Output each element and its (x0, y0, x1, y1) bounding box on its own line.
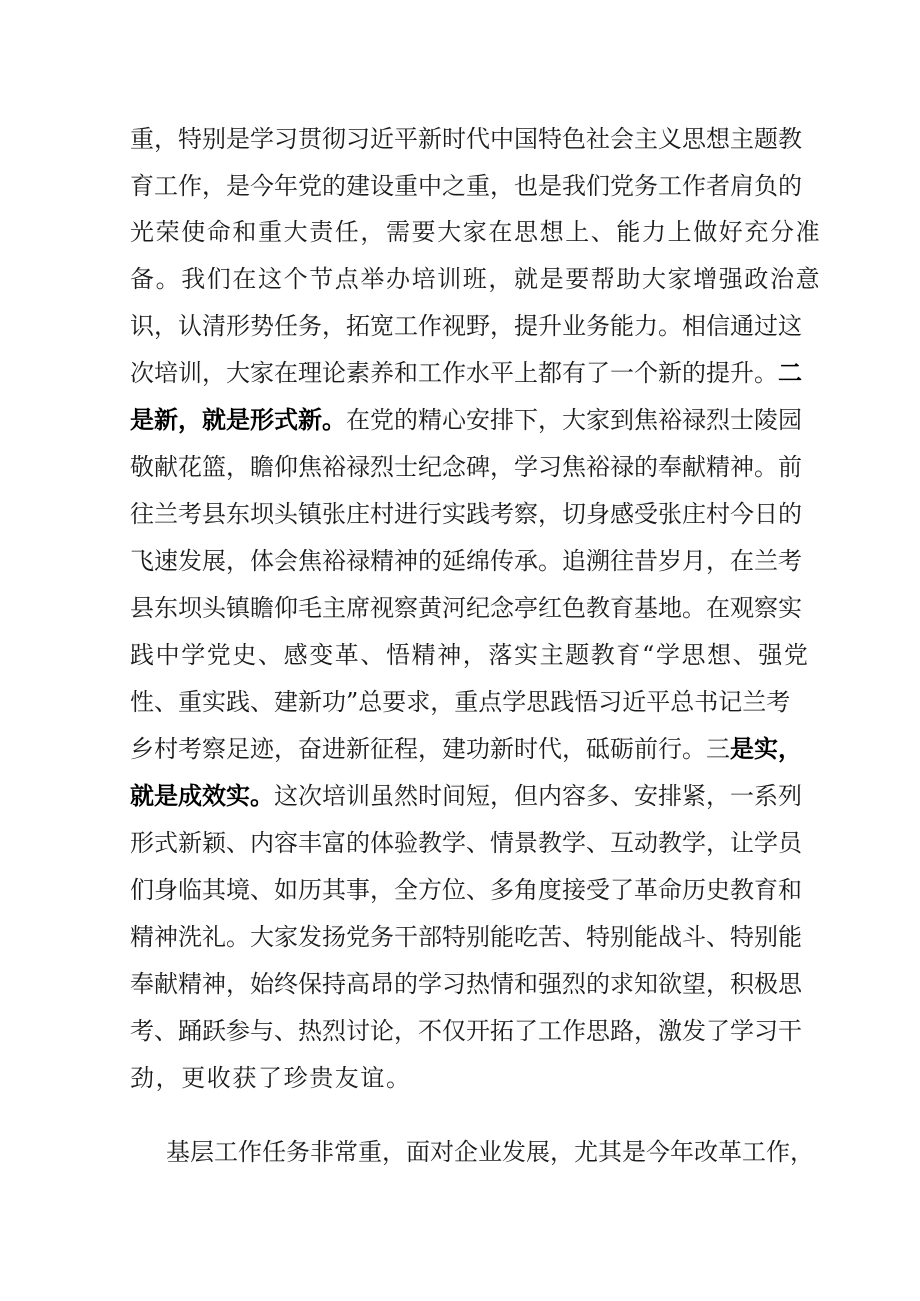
text-line (130, 494, 802, 534)
text-line (130, 823, 802, 863)
text-run: 重，特别是学习贯彻习近平新时代中国特色社会主义思想主题教 (130, 125, 802, 153)
text-line (130, 588, 802, 628)
text-line (130, 447, 802, 487)
text-line (130, 729, 802, 769)
bold-heading-run: 二 (778, 358, 802, 387)
text-run: 形式新颖、内容丰富的体验教学、情景教学、互动教学，让学员 (130, 829, 802, 857)
bold-heading-run: 就是成效实。 (130, 781, 274, 810)
text-run: 在党的精心安排下，大家到焦裕禄烈士陵园 (346, 406, 802, 434)
text-line (130, 870, 802, 910)
text-run: 备。我们在这个节点举办培训班，就是要帮助大家增强政治意 (130, 265, 822, 293)
text-run: 性、重实践、建新功”总要求，重点学思践悟习近平总书记兰考 (130, 688, 791, 716)
text-line (130, 119, 802, 159)
text-run: 们身临其境、如历其事，全方位、多角度接受了革命历史教育和 (130, 876, 802, 904)
text-line (130, 166, 802, 206)
text-line (130, 776, 802, 816)
paragraph-first-line (166, 1132, 814, 1172)
text-line (130, 259, 822, 299)
text-run: 县东坝头镇瞻仰毛主席视察黄河纪念亭红色教育基地。在观察实 (130, 594, 802, 622)
text-run: 践中学党史、感变革、悟精神，落实主题教育“学思想、强党 (130, 641, 810, 669)
bold-heading-run: 是实， (730, 734, 802, 763)
text-run: 这次培训虽然时间短，但内容多、安排紧，一系列 (274, 782, 802, 810)
text-run: 劲，更收获了珍贵友谊。 (130, 1064, 412, 1092)
text-run: 次培训，大家在理论素养和工作水平上都有了一个新的提升。 (130, 359, 778, 387)
text-line (130, 1011, 802, 1051)
text-line (130, 306, 802, 346)
text-run: 识，认清形势任务，拓宽工作视野，提升业务能力。相信通过这 (130, 312, 802, 340)
text-line (130, 964, 802, 1004)
text-run: 飞速发展，体会焦裕禄精神的延绵传承。追溯往昔岁月，在兰考 (130, 547, 802, 575)
text-run: 育工作，是今年党的建设重中之重，也是我们党务工作者肩负的 (130, 172, 802, 200)
text-line (130, 682, 790, 722)
text-run: 乡村考察足迹，奋进新征程，建功新时代，砥砺前行。三 (130, 735, 730, 763)
text-line (130, 541, 802, 581)
text-line (130, 635, 810, 675)
text-line (130, 1058, 790, 1098)
text-run: 基层工作任务非常重，面对企业发展，尤其是今年改革工作， (166, 1138, 814, 1166)
text-run: 奉献精神，始终保持高昂的学习热情和强烈的求知欲望，积极思 (130, 970, 802, 998)
text-line (130, 917, 802, 957)
text-line (130, 400, 802, 440)
text-run: 光荣使命和重大责任，需要大家在思想上、能力上做好充分准 (130, 218, 822, 246)
bold-heading-run: 是新，就是形式新。 (130, 405, 346, 434)
text-run: 敬献花篮，瞻仰焦裕禄烈士纪念碑，学习焦裕禄的奉献精神。前 (130, 453, 802, 481)
text-run: 精神洗礼。大家发扬党务干部特别能吃苦、特别能战斗、特别能 (130, 923, 802, 951)
text-line (130, 353, 802, 393)
text-run: 考、踊跃参与、热烈讨论，不仅开拓了工作思路，激发了学习干 (130, 1017, 802, 1045)
text-run: 往兰考县东坝头镇张庄村进行实践考察，切身感受张庄村今日的 (130, 500, 802, 528)
text-line (130, 212, 822, 252)
